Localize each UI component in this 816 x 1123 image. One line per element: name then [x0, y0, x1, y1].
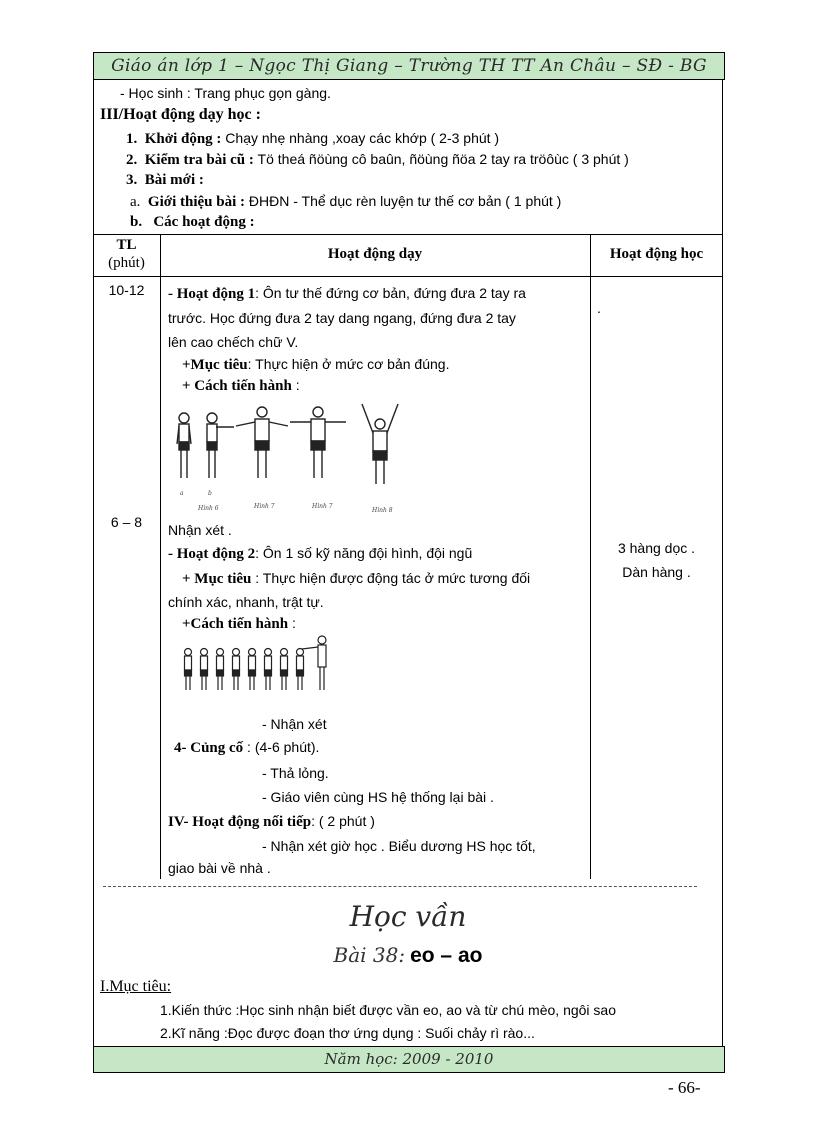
table-col-divider-2 [590, 234, 591, 879]
lesson-subject-title: Học vần [349, 900, 467, 933]
formation-figure [172, 634, 337, 696]
col-time-header: TL (phút) [108, 237, 145, 271]
fig-label-b: b [208, 490, 212, 497]
lesson-number-title: Bài 38: eo – ao [333, 943, 483, 967]
sub-activities: b. Các hoạt động : [130, 214, 255, 230]
objectives-heading: I.Mục tiêu: [100, 978, 172, 995]
item-new-lesson: 3. Bài mới : [126, 172, 204, 188]
followup-heading: IV- Hoạt động nối tiếp: ( 2 phút ) [168, 813, 375, 830]
sub-intro: a. Giới thiệu bài : ĐHĐN - Thể dục rèn luyện tư thế cơ bản ( 1 phút ) [130, 193, 562, 210]
learn-line1: 3 hàng dọc . [617, 540, 696, 556]
activity2-line1: - Hoạt động 2: Ôn 1 số kỹ năng đội hình, đội ngũ [168, 545, 473, 562]
page-header: Giáo án lớp 1 – Ngọc Thị Giang – Trường TH TT An Châu – SĐ - BG [93, 52, 725, 80]
activity1-line3: lên cao chếch chữ V. [168, 334, 299, 350]
activity1-goal: +Mục tiêu: Thực hiện ở mức cơ bản đúng. [182, 356, 450, 373]
col-learn-header: Hoạt động học [609, 246, 704, 262]
consolidate-relax: - Thả lỏng. [262, 765, 329, 781]
activity2-goal-line2: chính xác, nhanh, trật tự. [168, 594, 324, 610]
table-header-border [93, 276, 723, 277]
activity1-method: + Cách tiến hành : [182, 377, 300, 394]
activity2-review: - Nhận xét [262, 716, 327, 732]
table-top-border [93, 234, 723, 235]
objective-skill: 2.Kĩ năng :Đọc được đoạn thơ ứng dụng : Suối chảy rì rào... [160, 1025, 535, 1041]
consolidate-heading: 4- Củng cố : (4-6 phút). [174, 739, 320, 756]
item-review: 2. Kiểm tra bài cũ : Tö theá ñöùng cô baûn, ñöùng ñöa 2 tay ra tröôùc ( 3 phút ) [126, 151, 629, 168]
col-teach-header: Hoạt động dạy [327, 246, 423, 262]
item-warmup: 1. Khởi động : Chạy nhẹ nhàng ,xoay các khớp ( 2-3 phút ) [126, 130, 500, 147]
fig-caption-1: Hình 6 [198, 505, 219, 512]
activity1-line2: trước. Học đứng đưa 2 tay dang ngang, đứng đưa 2 tay [168, 310, 516, 326]
followup-line2: giao bài về nhà . [168, 860, 271, 876]
time-activity2: 6 – 8 [110, 514, 143, 530]
section3-heading: III/Hoạt động dạy học : [100, 106, 261, 123]
section-separator [103, 886, 697, 887]
table-col-divider-1 [160, 234, 161, 879]
fig-caption-4: Hình 8 [372, 507, 393, 514]
consolidate-system: - Giáo viên cùng HS hệ thống lại bài . [262, 789, 494, 805]
activity1-review: Nhận xét . [168, 522, 232, 538]
fig-label-a: a [180, 490, 184, 497]
learn-line2: Dàn hàng . [622, 564, 691, 580]
page-number: - 66- [668, 1078, 701, 1097]
exercise-poses-figure [168, 400, 413, 518]
objective-knowledge: 1.Kiến thức :Học sinh nhận biết được vần eo, ao và từ chú mèo, ngôi sao [160, 1002, 617, 1018]
activity2-goal: + Mục tiêu : Thực hiện được động tác ở mức tương đối [182, 570, 531, 587]
fig-caption-2: Hình 7 [254, 503, 275, 510]
time-activity1: 10-12 [108, 282, 145, 298]
page-footer: Năm học: 2009 - 2010 [93, 1046, 725, 1073]
learn-dot: . [597, 300, 601, 316]
followup-line1: - Nhận xét giờ học . Biểu dương HS học tốt, [262, 838, 536, 854]
student-line: - Học sinh : Trang phục gọn gàng. [120, 85, 331, 101]
activity1-line1: - Hoạt động 1: Ôn tư thế đứng cơ bản, đứng đưa 2 tay ra [168, 285, 526, 302]
activity2-method: +Cách tiến hành : [182, 615, 296, 632]
fig-caption-3: Hình 7 [312, 503, 333, 510]
